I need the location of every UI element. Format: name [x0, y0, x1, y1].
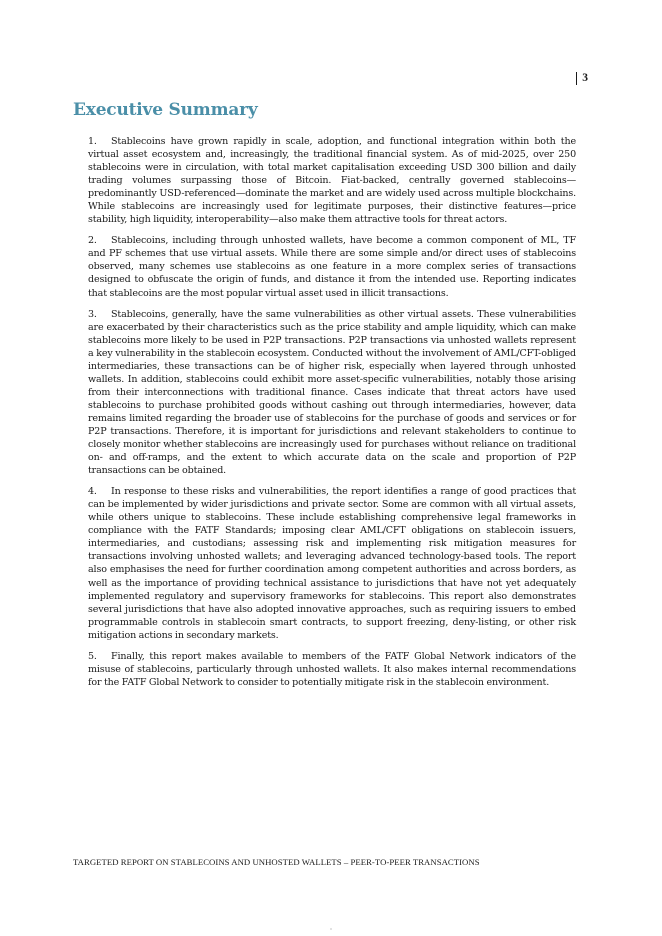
page-number [576, 71, 588, 85]
decorative-dot [330, 928, 332, 930]
section-title: Executive Summary [73, 100, 258, 120]
paragraph-3 [88, 308, 576, 478]
paragraph-text: Stablecoins have grown rapidly in scale, adoption, and functional integration within both the virtual asset ecosystem and, increasingly, the traditional financial system. As of mid-2025, over 250 stablecoins were in circulation, with total market capitalisation exceeding USD 300 billion and daily trading volumes surpassing those of Bitcoin. Fiat-backed, centrally governed stablecoins—predominantly USD-referenced—dominate the market and are widely used across multiple blockchains. While stablecoins are increasingly used for legitimate purposes, their distinctive features—price stability, high liquidity, interoperability—also make them attractive tools for threat actors. [88, 136, 576, 226]
paragraph-1 [88, 135, 576, 226]
paragraph-number: 3. [88, 308, 97, 320]
paragraph-number: 2. [88, 235, 97, 247]
paragraph-text: In response to these risks and vulnerabilities, the report identifies a range of good practices that can be implemented by wider jurisdictions and private sector. Some are common with all virtual assets, while others unique to stablecoins. These include establishing comprehensive legal frameworks in compliance with the FATF Standards; imposing clear AML/CFT obligations on stablecoin issuers, intermediaries, and custodians; assessing risk and implementing risk mitigation measures for transactions involving unhosted wallets; and leveraging advanced technology-based tools. The report also emphasises the need for further coordination among competent authorities and across borders, as well as the importance of providing technical assistance to jurisdictions that have not yet adequately implemented regulatory and supervisory frameworks for stablecoins. This report also demonstrates several jurisdictions that have also adopted innovative approaches, such as requiring issuers to embed programmable controls in stablecoin smart contracts, to support freezing, deny-listing, or other risk mitigation actions in secondary markets. [88, 486, 576, 641]
paragraph-2 [88, 234, 576, 299]
paragraph-text: Finally, this report makes available to members of the FATF Global Network indicators of the misuse of stablecoins, particularly through unhosted wallets. It also makes internal recommendations for the FATF Global Network to consider to potentially mitigate risk in the stablecoin environment. [88, 650, 576, 688]
page-footer: TARGETED REPORT ON STABLECOINS AND UNHOSTED WALLETS – PEER-TO-PEER TRANSACTIONS [73, 857, 480, 867]
paragraph-text: Stablecoins, generally, have the same vulnerabilities as other virtual assets. These vulnerabilities are exacerbated by their characteristics such as the price stability and ample liquidity, which can make stablecoins more likely to be used in P2P transactions. P2P transactions via unhosted wallets represent a key vulnerability in the stablecoin ecosystem. Conducted without the involvement of AML/CFT-obliged intermediaries, these transactions can be of higher risk, especially when layered through unhosted wallets. In addition, stablecoins could exhibit more asset-specific vulnerabilities, notably those arising from their interconnections with traditional finance. Cases indicate that threat actors have used stablecoins to purchase prohibited goods without cashing out through intermediaries, however, data remains limited regarding the broader use of stablecoins for the purchase of goods and services or for P2P transactions. Therefore, it is important for jurisdictions and relevant stakeholders to continue to closely monitor whether stablecoins are increasingly used for purchases without reliance on traditional on- and off-ramps, and the extent to which accurate data on the scale and proportion of P2P transactions can be obtained. [88, 308, 576, 477]
paragraph-4 [88, 485, 576, 642]
page-number-divider [576, 72, 578, 85]
paragraph-text: Stablecoins, including through unhosted wallets, have become a common component of ML, TF and PF schemes that use virtual assets. While there are some simple and/or direct uses of stablecoins observed, many schemes use stablecoins as one feature in a more complex series of transactions designed to obfuscate the origin of funds, and distance it from the intended use. Reporting indicates that stablecoins are the most popular virtual asset used in illicit transactions. [88, 235, 576, 299]
summary-body [88, 135, 576, 697]
paragraph-number: 5. [88, 650, 97, 662]
page-number-value: 3 [582, 72, 588, 84]
paragraph-5 [88, 650, 576, 689]
paragraph-number: 4. [88, 486, 97, 498]
paragraph-number: 1. [88, 136, 97, 147]
